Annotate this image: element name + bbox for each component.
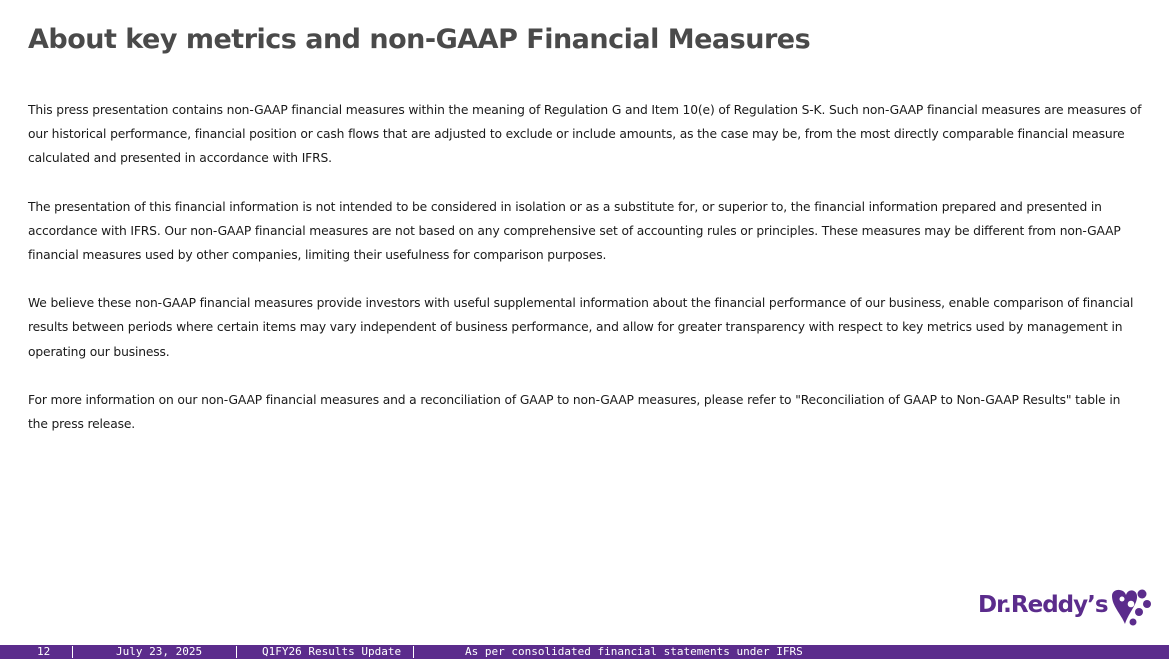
company-logo [978, 586, 1156, 630]
page-title: About key metrics and non-GAAP Financial Measures [28, 24, 811, 55]
page-number: 12 [37, 645, 51, 658]
paragraph-3: We believe these non-GAAP financial measures provide investors with useful supplemental information about the financial performance of our business, enable comparison of financial results between periods where certain items may vary independent of business performance, and allow for greater transparency with respect to key metrics used by management in operating our business. [28, 296, 1134, 359]
footer-separator [413, 646, 414, 658]
dr-reddys-heart-dots-icon [1106, 586, 1154, 628]
logo-wordmark: Dr.Reddy’s [978, 592, 1108, 618]
body-text [28, 98, 1143, 460]
paragraph-2: The presentation of this financial information is not intended to be considered in isolation or as a substitute for, or superior to, the financial information prepared and presented in accordance with IFRS. Our non-GAAP financial measures are not based on any comprehensive set of accounting rules or principles. These measures may be different from non-GAAP financial measures used by other companies, limiting their usefulness for comparison purposes. [28, 199, 1121, 263]
paragraph-4: For more information on our non-GAAP financial measures and a reconciliation of GAAP to non-GAAP measures, please refer to "Reconciliation of GAAP to Non-GAAP Results" table in the press release. [28, 392, 1121, 432]
footer-separator [236, 646, 237, 658]
footer-note: As per consolidated financial statements under IFRS [465, 645, 803, 658]
footer-date: July 23, 2025 [116, 645, 203, 658]
footer-separator [72, 646, 73, 658]
footer-bar [0, 645, 1169, 659]
footer-section: Q1FY26 Results Update [262, 645, 402, 658]
paragraph-1: This press presentation contains non-GAAP financial measures within the meaning of Regulation G and Item 10(e) of Regulation S-K. Such non-GAAP financial measures are measures of our historical performance, financial position or cash flows that are adjusted to exclude or include amounts, as the case may be, from the most directly comparable financial measure calculated and presented in accordance with IFRS. [28, 103, 1142, 166]
